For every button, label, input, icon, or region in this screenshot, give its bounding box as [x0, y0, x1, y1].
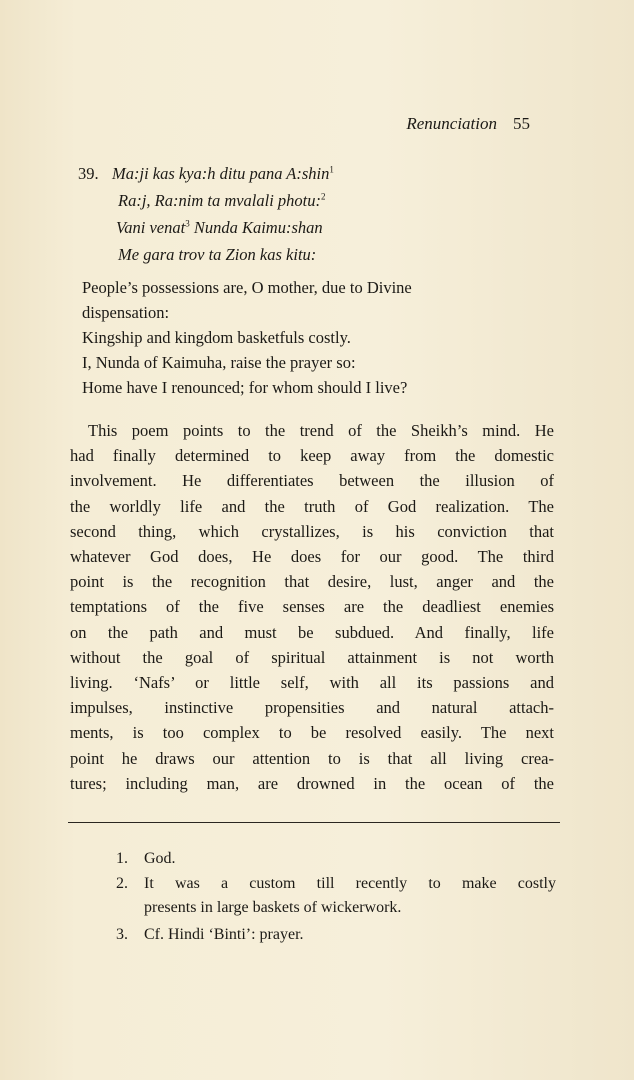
footnote-ref: 1 — [329, 164, 334, 175]
paragraph-line: living. ‘Nafs’ or little self, with all its passions and — [70, 673, 554, 693]
paragraph-line: the worldly life and the truth of God realization. The — [70, 496, 554, 516]
paragraph-line: had finally determined to keep away from the domestic — [70, 446, 554, 466]
verse-line: Me gara trov ta Zion kas kitu: — [118, 245, 317, 264]
footnote-number: 1. — [116, 850, 128, 867]
paragraph-line: point he draws our attention to is that all living crea- — [70, 748, 554, 768]
footnote-text: Cf. Hindi ‘Binti’: prayer. — [144, 926, 304, 943]
footnote-number: 2. — [116, 875, 128, 892]
footnote-text: God. — [144, 850, 176, 867]
running-head — [406, 114, 530, 134]
paragraph-line: tures; including man, are drowned in the ocean of the — [70, 773, 554, 793]
verse-number: 39. — [78, 164, 99, 183]
footnote-divider — [68, 822, 560, 823]
verse-line: Ma:ji kas kya:h ditu pana A:shin$^1$ — [112, 164, 334, 183]
footnotes — [116, 847, 556, 947]
paragraph-line: without the goal of spiritual attainment is not worth — [70, 647, 554, 667]
translation-line: dispensation: — [82, 303, 170, 322]
paragraph-line: This poem points to the trend of the Sheikh’s mind. He — [88, 421, 554, 440]
translation-line: People’s possessions are, O mother, due to Divine — [82, 278, 412, 297]
footnote-item — [116, 923, 556, 947]
paragraph-line: on the path and must be subdued. And finally, life — [70, 622, 554, 642]
paragraph-line: impulses, instinctive propensities and natural attach- — [70, 698, 554, 718]
footnote-item — [116, 847, 556, 871]
translation-line: Home have I renounced; for whom should I live? — [82, 378, 408, 397]
verse-line: Ra:j, Ra:nim ta mvalali photu:$^2$ — [118, 191, 326, 210]
verse-translation — [82, 275, 552, 400]
footnote-text: It was a custom till recently to make costly — [144, 875, 556, 892]
paragraph-line: point is the recognition that desire, lust, anger and the — [70, 572, 554, 592]
footnote-ref: 2 — [321, 191, 326, 202]
commentary-paragraph — [70, 418, 554, 796]
footnote-ref: 3 — [185, 218, 190, 229]
section-title: Renunciation — [406, 114, 497, 133]
footnote-number: 3. — [116, 926, 128, 943]
verse-line: Vani venat$^3$ Nunda Kaimu:shan — [116, 218, 323, 237]
translation-line: I, Nunda of Kaimuha, raise the prayer so: — [82, 353, 356, 372]
page-number: 55 — [513, 114, 530, 133]
paragraph-line: ments, is too complex to be resolved easily. The next — [70, 723, 554, 743]
paragraph-line: whatever God does, He does for our good. The third — [70, 547, 554, 567]
footnote-item — [116, 872, 556, 920]
footnote-text: presents in large baskets of wickerwork. — [144, 899, 402, 916]
paragraph-line: temptations of the five senses are the deadliest enemies — [70, 597, 554, 617]
paragraph-line: involvement. He differentiates between the illusion of — [70, 471, 554, 491]
translation-line: Kingship and kingdom basketfuls costly. — [82, 328, 351, 347]
paragraph-line: second thing, which crystallizes, is his conviction that — [70, 521, 554, 541]
